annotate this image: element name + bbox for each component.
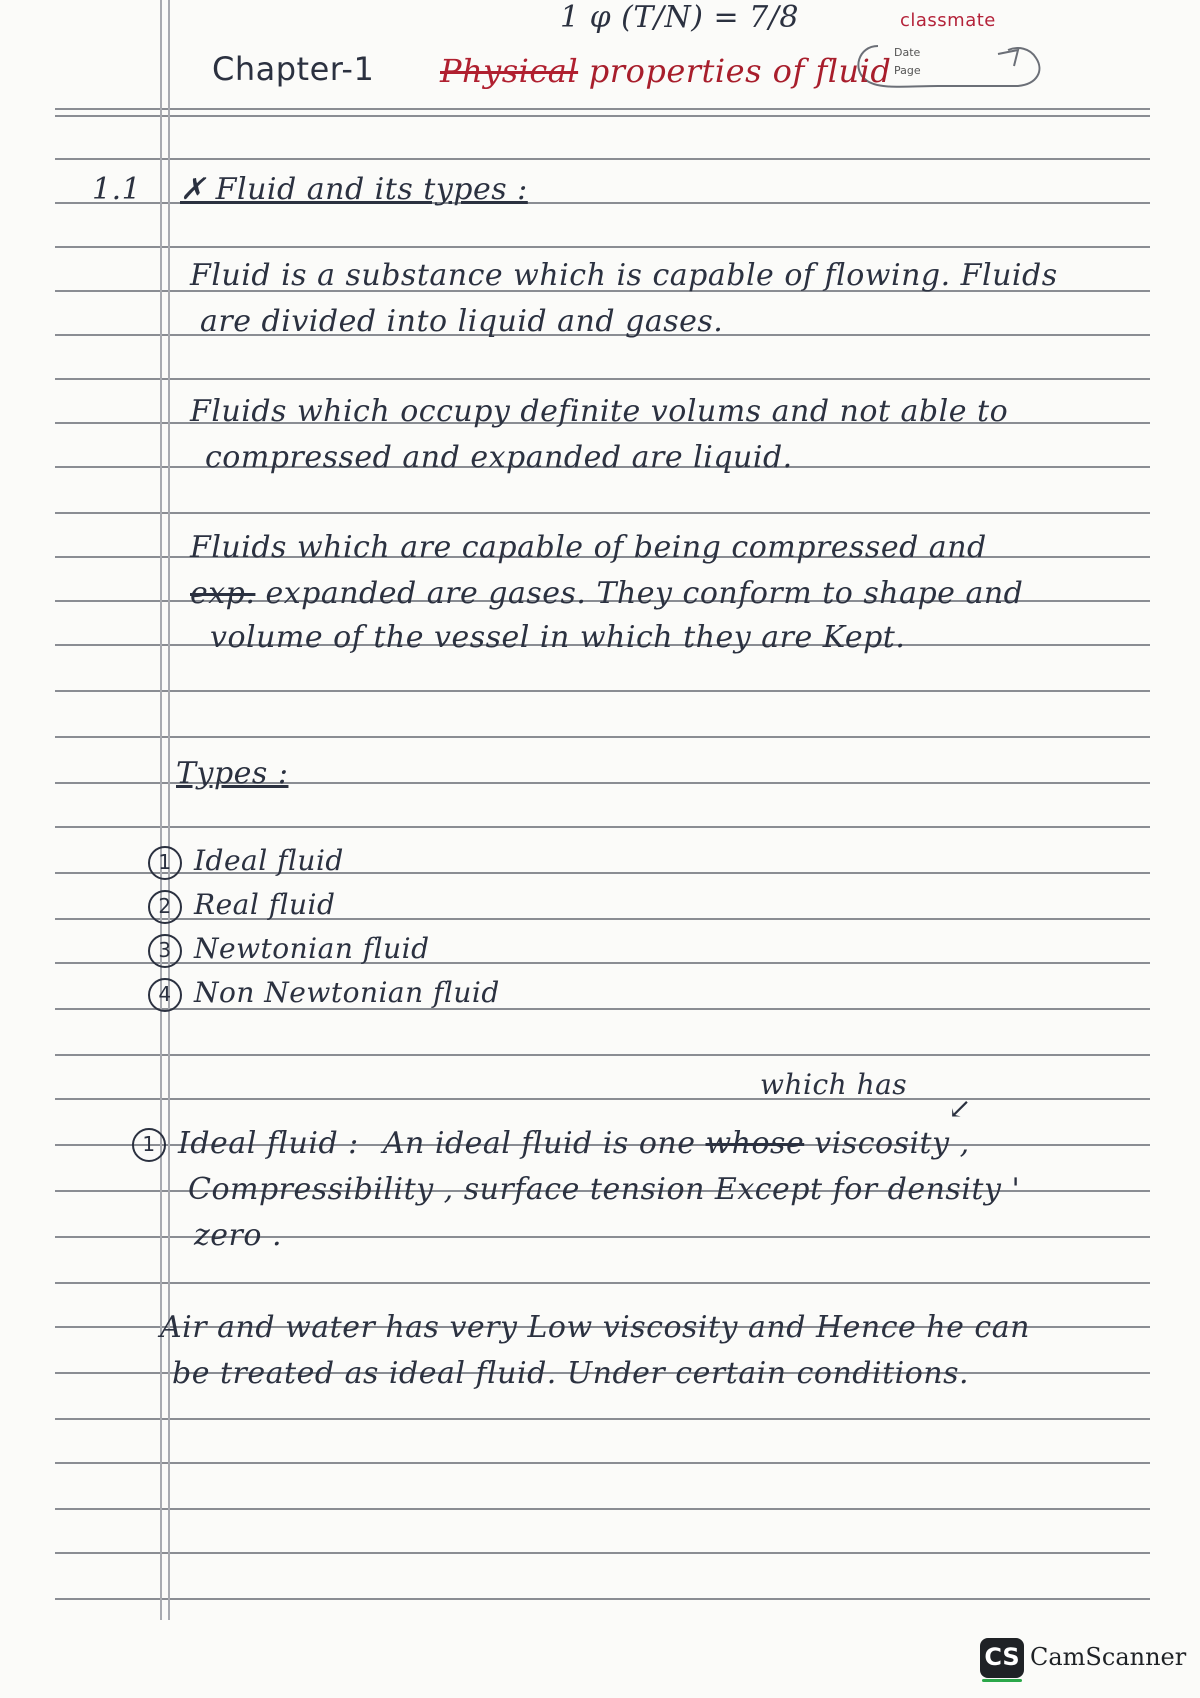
insertion-arrow-icon: ↙ — [948, 1092, 972, 1125]
paragraph-line: compressed and expanded are liquid. — [205, 440, 793, 475]
insertion-note: which has — [760, 1068, 908, 1101]
item-number: 4 — [148, 978, 182, 1012]
top-note: 1 φ (T/N) = 7/8 — [560, 0, 799, 35]
item-number: 1 — [148, 846, 182, 880]
paragraph-line: Fluid is a substance which is capable of flowing. Fluids — [190, 258, 1058, 293]
paragraph-line: Fluids which occupy definite volums and not able to — [190, 394, 1009, 429]
date-label: Date — [894, 46, 921, 59]
rule-line — [55, 690, 1150, 692]
rule-line — [55, 115, 1150, 117]
item-label: Ideal fluid — [194, 844, 344, 877]
rule-line — [55, 1054, 1150, 1056]
paragraph-line: Fluids which are capable of being compressed and — [190, 530, 987, 565]
rule-line — [55, 512, 1150, 514]
paragraph-line — [190, 576, 1023, 611]
rule-line — [55, 108, 1150, 110]
rule-line — [55, 1462, 1150, 1464]
struck-word: Physical — [440, 52, 579, 90]
types-heading: Types : — [176, 756, 289, 791]
camscanner-logo: CS — [980, 1638, 1024, 1678]
rule-line — [55, 826, 1150, 828]
ideal-term: Ideal fluid : — [178, 1126, 359, 1161]
paragraph-line: be treated as ideal fluid. Under certain conditions. — [172, 1356, 970, 1391]
rule-line — [55, 378, 1150, 380]
paragraph-line: volume of the vessel in which they are Kept. — [210, 620, 906, 655]
title-text: properties of fluid — [588, 52, 892, 90]
paragraph-text: An ideal fluid is one — [382, 1126, 696, 1161]
rule-line — [55, 158, 1150, 160]
paragraph-line: Air and water has very Low viscosity and Hence he can — [160, 1310, 1030, 1345]
struck-word: exp. — [190, 576, 256, 611]
type-list-item — [148, 888, 335, 924]
paragraph-line: are divided into liquid and gases. — [200, 304, 724, 339]
rule-line — [55, 736, 1150, 738]
item-number: 1 — [132, 1128, 166, 1162]
rule-line — [55, 1552, 1150, 1554]
rule-line — [55, 1098, 1150, 1100]
margin-line — [160, 0, 162, 1620]
margin-line — [168, 0, 170, 1620]
item-label: Non Newtonian fluid — [194, 976, 500, 1009]
item-number: 2 — [148, 890, 182, 924]
rule-line — [55, 246, 1150, 248]
item-label: Newtonian fluid — [194, 932, 430, 965]
paragraph-text: viscosity , — [814, 1126, 970, 1161]
struck-word: whose — [705, 1126, 805, 1161]
rule-line — [55, 1418, 1150, 1420]
rule-line — [55, 1282, 1150, 1284]
item-label: Real fluid — [194, 888, 336, 921]
type-list-item — [148, 844, 344, 880]
ideal-definition-line — [132, 1126, 970, 1162]
rule-line — [55, 1598, 1150, 1600]
type-list-item — [148, 932, 430, 968]
item-number: 3 — [148, 934, 182, 968]
page-label: Page — [894, 64, 921, 77]
rule-line — [55, 1508, 1150, 1510]
camscanner-watermark: CamScanner — [1030, 1643, 1187, 1671]
chapter-title — [440, 52, 891, 90]
paragraph-line: Compressibility , surface tension Except for density ' — [188, 1172, 1021, 1207]
paragraph-line: zero . — [194, 1218, 283, 1253]
chapter-label: Chapter-1 — [212, 50, 375, 88]
paragraph-text: expanded are gases. They conform to shape and — [265, 576, 1024, 611]
brand-logo: classmate — [900, 10, 996, 31]
type-list-item — [148, 976, 500, 1012]
section-number: 1.1 — [92, 172, 142, 207]
section-heading: ✗ Fluid and its types : — [180, 172, 528, 207]
